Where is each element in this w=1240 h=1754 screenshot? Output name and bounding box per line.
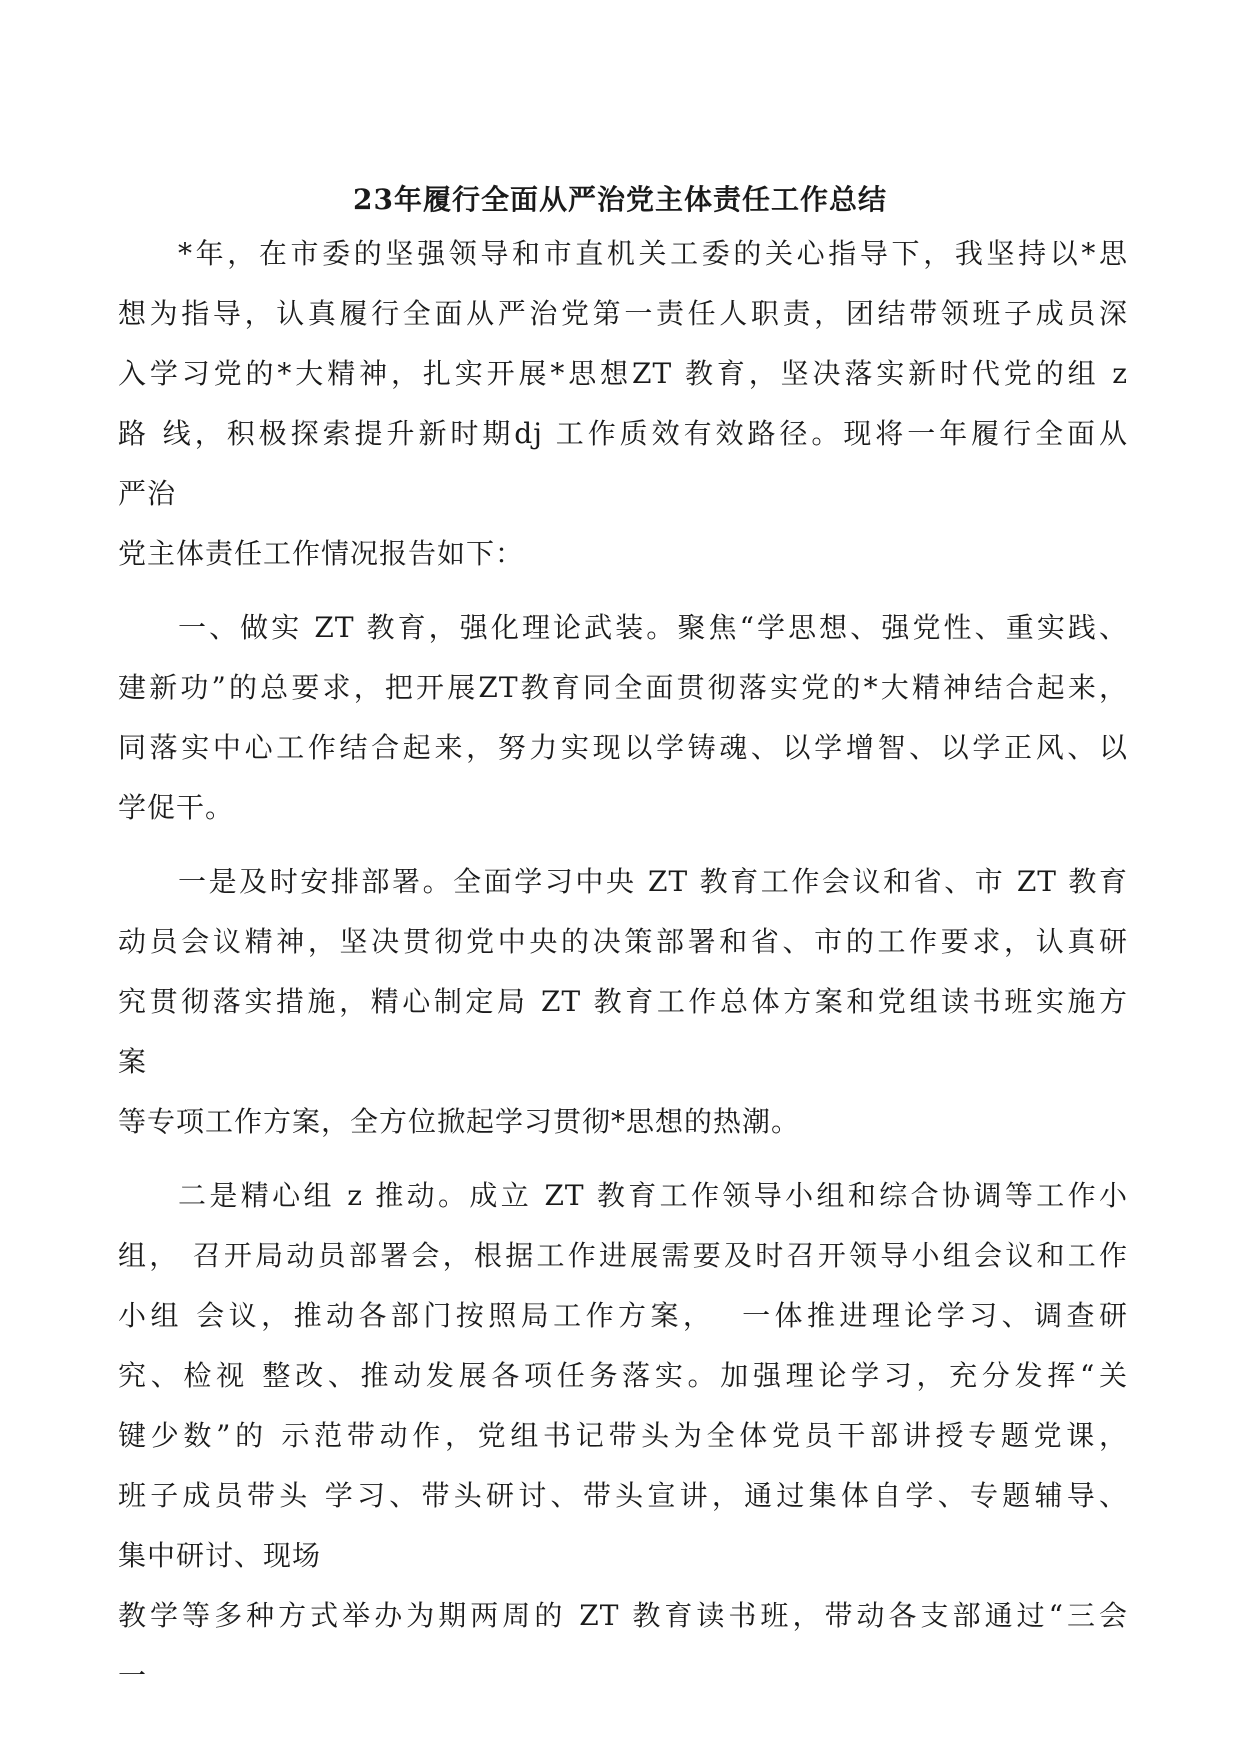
text-line: 集中研讨、现场: [118, 1539, 322, 1572]
text-line: *年，在市委的坚强领导和市直机关工委的关心指导下，我坚持以*思: [178, 237, 1128, 270]
text-line: 组， 召开局动员部署会，根据工作进展需要及时召开领导小组会议和工作: [118, 1239, 1128, 1272]
text-line: 究贯彻落实措施，精心制定局 ZT 教育工作总体方案和党组读书班实施方: [118, 985, 1128, 1018]
text-line: 入学习党的*大精神，扎实开展*思想ZT 教育，坚决落实新时代党的组 z: [118, 357, 1128, 390]
text-line: 一、做实 ZT 教育，强化理论武装。聚焦“学思想、强党性、重实践、: [178, 611, 1128, 644]
text-line: 建新功”的总要求，把开展ZT教育同全面贯彻落实党的*大精神结合起来，: [118, 671, 1128, 704]
text-line: 究、检视 整改、推动发展各项任务落实。加强理论学习，充分发挥“关: [118, 1359, 1128, 1392]
text-line: 键少数”的 示范带动作，党组书记带头为全体党员干部讲授专题党课，: [118, 1419, 1128, 1452]
text-line: 等专项工作方案，全方位掀起学习贯彻*思想的热潮。: [118, 1105, 801, 1138]
text-line: 想为指导，认真履行全面从严治党第一责任人职责，团结带领班子成员深: [118, 297, 1128, 330]
text-line: 路 线，积极探索提升新时期dj 工作质效有效路径。现将一年履行全面从: [118, 417, 1128, 450]
text-line: 党主体责任工作情况报告如下：: [118, 537, 525, 570]
text-line: 动员会议精神，坚决贯彻党中央的决策部署和省、市的工作要求，认真研: [118, 925, 1128, 958]
text-line: 同落实中心工作结合起来，努力实现以学铸魂、以学增智、以学正风、以: [118, 731, 1128, 764]
text-line: 一是及时安排部署。全面学习中央 ZT 教育工作会议和省、市 ZT 教育: [178, 865, 1128, 898]
text-line: 二是精心组 z 推动。成立 ZT 教育工作领导小组和综合协调等工作小: [178, 1179, 1128, 1212]
text-line: 班子成员带头 学习、带头研讨、带头宣讲，通过集体自学、专题辅导、: [118, 1479, 1128, 1512]
text-line: 小组 会议，推动各部门按照局工作方案， 一体推进理论学习、调查研: [118, 1299, 1128, 1332]
document-title: 23年履行全面从严治党主体责任工作总结: [353, 183, 887, 216]
text-line: 一: [118, 1659, 148, 1692]
document-body: [118, 224, 1128, 1706]
text-line: 严治: [118, 477, 177, 510]
text-line: 教学等多种方式举办为期两周的 ZT 教育读书班，带动各支部通过“三会: [118, 1599, 1128, 1632]
text-line: 学促干。: [118, 791, 235, 824]
text-line: 案: [118, 1045, 148, 1078]
